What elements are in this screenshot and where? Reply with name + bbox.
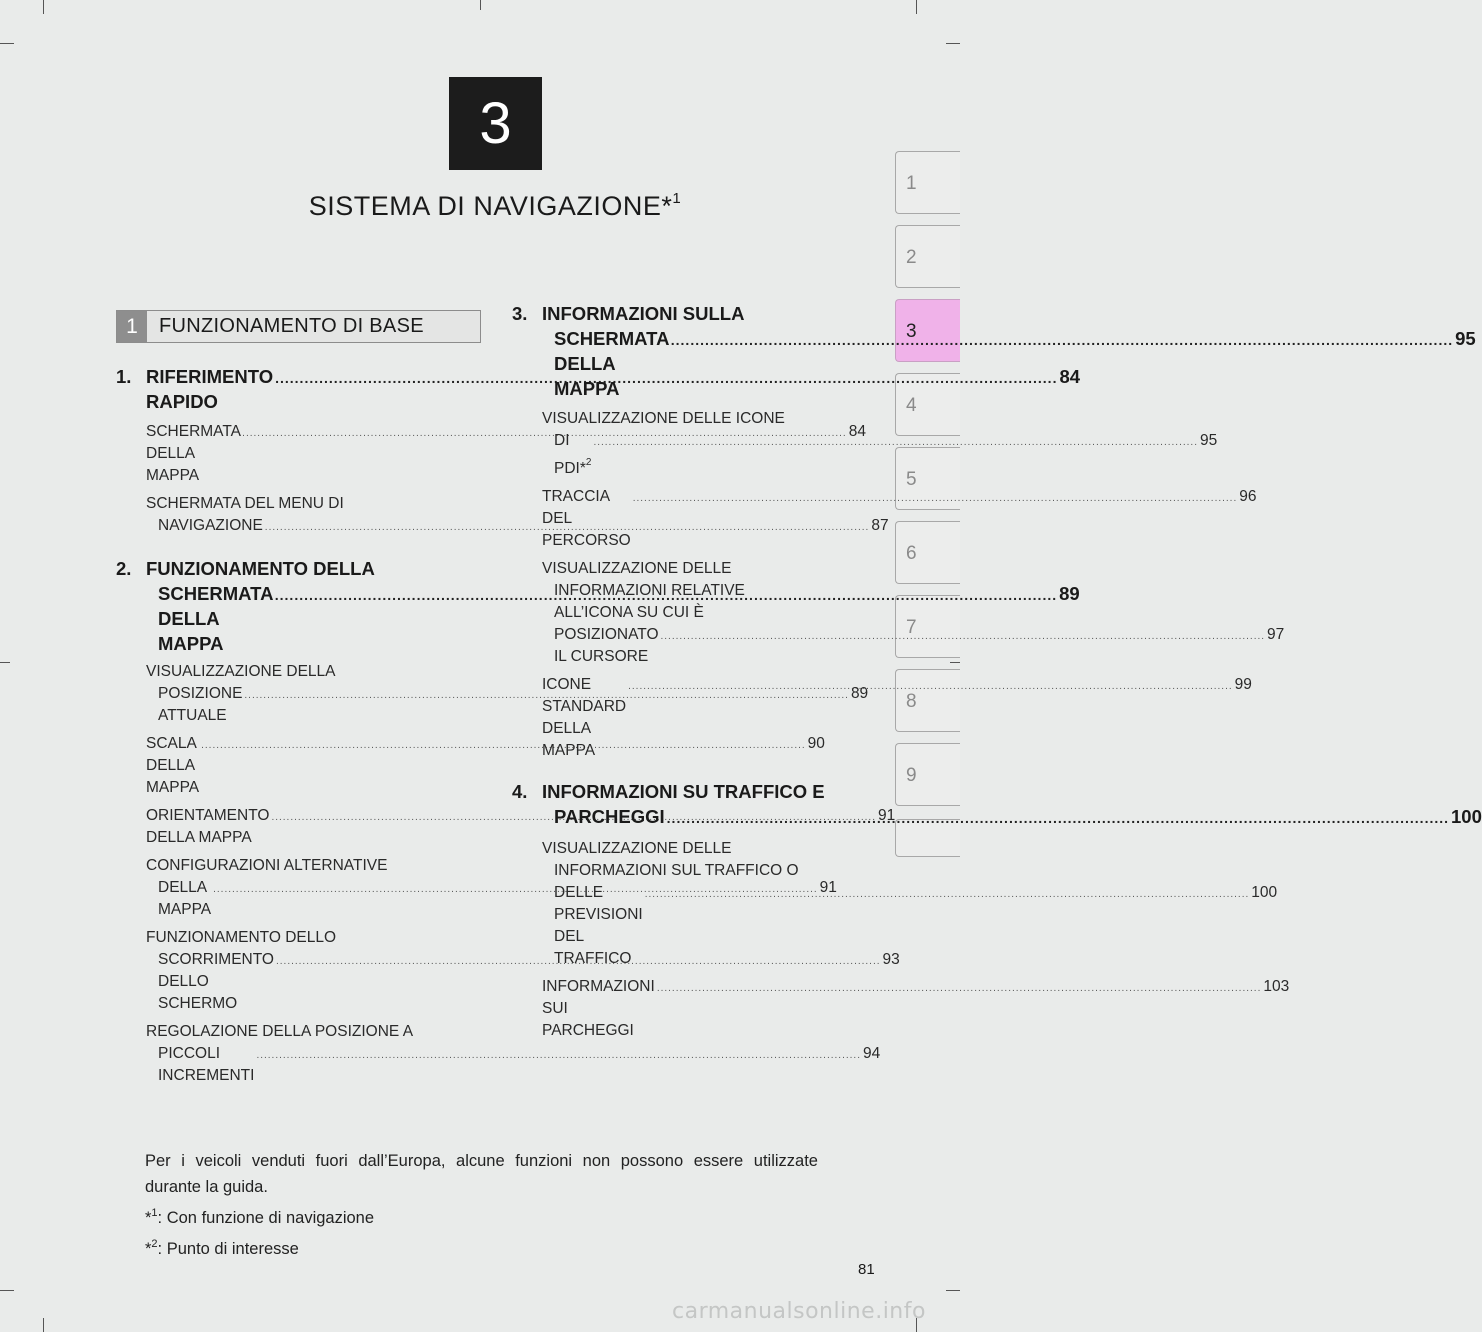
chapter-title: SISTEMA DI NAVIGAZIONE*$^1$ [308, 190, 682, 221]
crop-mark [43, 0, 44, 14]
crop-mark [916, 0, 917, 14]
footnote-1: *$^1$: Con funzione di navigazione [145, 1207, 375, 1227]
crop-mark [950, 662, 960, 663]
toc-entry[interactable]: SCALA DELLA MAPPA ..... 90 [146, 733, 480, 799]
crop-mark [0, 1290, 14, 1291]
toc-entry[interactable]: TRACCIA DEL PERCORSO ..... 96 [542, 486, 876, 552]
toc-entry[interactable]: REGOLAZIONE DELLA POSIZIONE A PICCOLI INCREMENTI ..... 94 [146, 1021, 480, 1087]
crop-mark [43, 1318, 44, 1332]
toc-entry[interactable]: VISUALIZZAZIONE DELLE INFORMAZIONI RELATIVE ALL’ICONA SU CUI È POSIZIONATO IL CURSORE ..... 97 [542, 558, 876, 668]
footnote-2: *$^2$: Punto di interesse [145, 1238, 299, 1258]
toc-entry[interactable]: VISUALIZZAZIONE DELLE INFORMAZIONI SUL TRAFFICO O DELLE PREVISIONI DEL TRAFFICO ..... 100 [542, 838, 876, 970]
toc-entry[interactable]: VISUALIZZAZIONE DELLE ICONE DI PDI*$^2$ ..... 95 [542, 408, 876, 480]
tab-chapter-2[interactable]: 2 [895, 225, 960, 288]
note-line: Per i veicoli venduti fuori dall’Europa, alcune funzioni non possono essere utilizzate [145, 1152, 818, 1170]
tab-chapter-6[interactable]: 6 [895, 521, 960, 584]
page-number: 81 [858, 1261, 875, 1278]
tab-chapter-3[interactable]: 3 [895, 299, 960, 362]
tab-chapter-7[interactable]: 7 [895, 595, 960, 658]
tab-chapter-1[interactable]: 1 [895, 151, 960, 214]
toc-heading-1[interactable]: 1. RIFERIMENTO RAPIDO ..... 84 [116, 364, 480, 414]
chapter-number-box: 3 [449, 77, 542, 170]
section-number: 1 [117, 311, 147, 342]
crop-mark [946, 43, 960, 44]
tab-chapter-4[interactable]: 4 [895, 373, 960, 436]
section-header [116, 310, 481, 343]
crop-mark [480, 0, 481, 10]
watermark: carmanualsonline.info [672, 1299, 926, 1324]
toc-entry[interactable]: SCHERMATA DELLA MAPPA ..... 84 [146, 421, 480, 487]
note-line: durante la guida. [145, 1178, 268, 1196]
tab-chapter-8[interactable]: 8 [895, 669, 960, 732]
crop-mark [0, 43, 14, 44]
toc-entry[interactable]: VISUALIZZAZIONE DELLA POSIZIONE ATTUALE ..... 89 [146, 661, 480, 727]
tab-chapter-9[interactable]: 9 [895, 743, 960, 806]
toc-entry[interactable]: ORIENTAMENTO DELLA MAPPA ..... 91 [146, 805, 480, 849]
toc-heading-4[interactable]: 4. INFORMAZIONI SU TRAFFICO E PARCHEGGI ..... 100 [512, 779, 876, 831]
crop-mark [0, 662, 10, 663]
toc-entry[interactable]: ICONE STANDARD DELLA MAPPA ..... 99 [542, 674, 876, 762]
section-label: FUNZIONAMENTO DI BASE [159, 315, 424, 337]
crop-mark [946, 1290, 960, 1291]
footnote-block [145, 1150, 818, 1264]
toc-entry[interactable]: CONFIGURAZIONI ALTERNATIVE DELLA MAPPA ..... 91 [146, 855, 480, 921]
toc-heading-2[interactable]: 2. FUNZIONAMENTO DELLA SCHERMATA DELLA MAPPA ..... 89 [116, 556, 480, 656]
toc-entry[interactable]: SCHERMATA DEL MENU DI NAVIGAZIONE ..... 87 [146, 493, 480, 539]
toc-heading-3[interactable]: 3. INFORMAZIONI SULLA SCHERMATA DELLA MAPPA ..... 95 [512, 301, 876, 401]
toc-entry[interactable]: INFORMAZIONI SUI PARCHEGGI ..... 103 [542, 976, 876, 1042]
toc-entry[interactable]: FUNZIONAMENTO DELLO SCORRIMENTO DELLO SCHERMO ..... 93 [146, 927, 480, 1015]
tab-chapter-5[interactable]: 5 [895, 447, 960, 510]
